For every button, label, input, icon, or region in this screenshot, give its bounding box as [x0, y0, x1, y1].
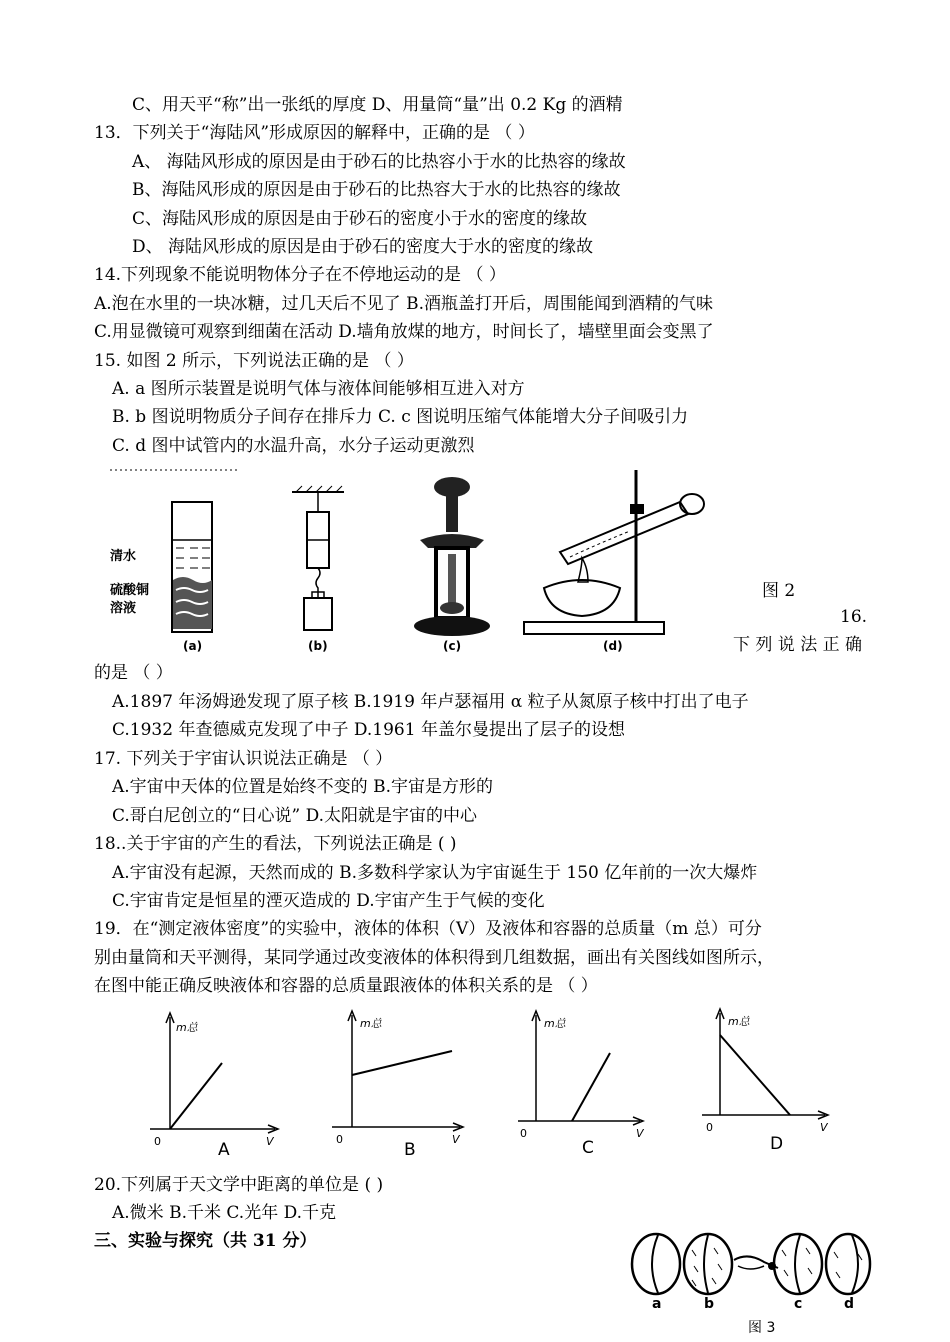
q17-options-ab: A.宇宙中天体的位置是始终不变的 B.宇宙是方形的 [112, 777, 493, 797]
fig3-label-c: c [794, 1296, 803, 1312]
q16-stem-tail: 下 列 说 法 正 确 [733, 635, 863, 655]
fig2-test-tube-d [524, 470, 704, 653]
fig3-ball-b [684, 1234, 732, 1312]
q13-option-b: B、海陆风形成的原因是由于砂石的比热容大于水的比热容的缘故 [132, 180, 621, 200]
q20-options: A.微米 B.千米 C.光年 D.千克 [112, 1203, 337, 1223]
q16-stem-head: 的是 （ ） [94, 663, 173, 683]
q15-stem: 15. 如图 2 所示，下列说法正确的是 （ ） [94, 351, 414, 371]
graph-d-ylabel: m总 [728, 1015, 750, 1028]
graph-a-origin: 0 [154, 1135, 161, 1148]
graph-d-name: D [770, 1134, 784, 1154]
fig3-ball-c [774, 1234, 822, 1312]
graph-a-xlabel: V [266, 1135, 274, 1148]
q19-graphs [140, 1005, 840, 1165]
q17-options-cd: C.哥白尼创立的“日心说” D.太阳就是宇宙的中心 [112, 806, 478, 826]
fig2-label-water: 清水 [110, 549, 137, 564]
fig3-label-d: d [844, 1296, 855, 1312]
graph-d-xlabel: V [820, 1121, 828, 1134]
q12-options-cd: C、用天平“称”出一张纸的厚度 D、用量筒“量”出 0.2 Kg 的酒精 [132, 95, 623, 115]
graph-b-name: B [404, 1140, 416, 1160]
graph-b [332, 1011, 463, 1160]
fig2-compression-c [414, 477, 490, 653]
q19-stem-line2: 别由量筒和天平测得，某同学通过改变液体的体积得到几组数据，画出有关图线如图所示， [94, 948, 774, 968]
q16-options-ab: A.1897 年汤姆逊发现了原子核 B.1919 年卢瑟福用 α 粒子从氮原子核中打出了电子 [112, 692, 749, 712]
fig2-label-copper-sulfate: 硫酸铜 [110, 583, 150, 598]
graph-b-ylabel: m总 [360, 1017, 382, 1030]
fig3-ball-a [632, 1234, 680, 1312]
fig2-label-solution: 溶液 [110, 601, 137, 616]
graph-a-name: A [218, 1140, 230, 1160]
q15-option-a: A. a 图所示装置是说明气体与液体间能够相互进入对方 [112, 379, 525, 399]
q14-options-cd: C.用显微镜可观察到细菌在活动 D.墙角放煤的地方，时间长了，墙壁里面会变黑了 [94, 322, 714, 342]
graph-c-name: C [582, 1138, 594, 1158]
q18-options-cd: C.宇宙肯定是恒星的湮灭造成的 D.宇宙产生于气候的变化 [112, 891, 545, 911]
fig2-caption-c: (c) [443, 639, 462, 653]
graph-c-ylabel: m总 [544, 1017, 566, 1030]
q16-number: 16. [840, 607, 868, 627]
graph-b-origin: 0 [336, 1133, 343, 1146]
fig3-ball-d [826, 1234, 870, 1312]
q14-stem: 14.下列现象不能说明物体分子在不停地运动的是 （ ） [94, 265, 506, 285]
fig2-lead-blocks-b [292, 486, 344, 653]
figure-2-caption: 图 2 [762, 581, 796, 601]
fig2-caption-d: (d) [603, 639, 623, 653]
q18-stem: 18..关于宇宙的产生的看法，下列说法正确是 ( ) [94, 834, 457, 854]
graph-c-origin: 0 [520, 1127, 527, 1140]
q15-options-bc: B. b 图说明物质分子间存在排斥力 C. c 图说明压缩气体能增大分子间吸引力 [112, 407, 689, 427]
q18-options-ab: A.宇宙没有起源，天然而成的 B.多数科学家认为宇宙诞生于 150 亿年前的一次大爆炸 [112, 863, 758, 883]
q13-option-c: C、海陆风形成的原因是由于砂石的密度小于水的密度的缘故 [132, 209, 588, 229]
figure-3-caption: 图 3 [748, 1320, 776, 1336]
q17-stem: 17. 下列关于宇宙认识说法正确是 （ ） [94, 749, 393, 769]
fig2-caption-b: (b) [308, 639, 328, 653]
graph-d-origin: 0 [706, 1121, 713, 1134]
q13-stem: 13．下列关于“海陆风”形成原因的解释中，正确的是 （ ） [94, 123, 535, 143]
fig3-label-b: b [704, 1296, 715, 1312]
q15-option-d: C. d 图中试管内的水温升高，水分子运动更激烈 [112, 436, 475, 456]
q13-option-d: D、 海陆风形成的原因是由于砂石的密度大于水的密度的缘故 [132, 237, 594, 257]
q14-options-ab: A.泡在水里的一块冰糖，过几天后不见了 B.酒瓶盖打开后，周围能闻到酒精的气味 [94, 294, 713, 314]
graph-b-xlabel: V [452, 1133, 460, 1146]
graph-a [150, 1013, 278, 1160]
figure-3 [622, 1226, 882, 1338]
q16-options-cd: C.1932 年查德威克发现了中子 D.1961 年盖尔曼提出了层子的设想 [112, 720, 625, 740]
q13-option-a: A、 海陆风形成的原因是由于砂石的比热容小于水的比热容的缘故 [132, 152, 626, 172]
q20-stem: 20.下列属于天文学中距离的单位是 ( ) [94, 1175, 384, 1195]
fig3-needle [734, 1256, 778, 1270]
q19-stem-line3: 在图中能正确反映液体和容器的总质量跟液体的体积关系的是 （ ） [94, 976, 598, 996]
q19-stem-line1: 19．在“测定液体密度”的实验中，液体的体积（V）及液体和容器的总质量（m 总）可分 [94, 919, 762, 939]
fig2-beaker-a [110, 470, 240, 653]
figure-2 [100, 462, 740, 662]
graph-c-xlabel: V [636, 1127, 644, 1140]
section-3-heading: 三、实验与探究（共 31 分） [94, 1231, 317, 1251]
fig3-label-a: a [652, 1296, 662, 1312]
graph-a-ylabel: m总 [176, 1021, 198, 1034]
fig2-caption-a: (a) [183, 639, 203, 653]
graph-d [702, 1009, 829, 1154]
graph-c [518, 1011, 645, 1158]
